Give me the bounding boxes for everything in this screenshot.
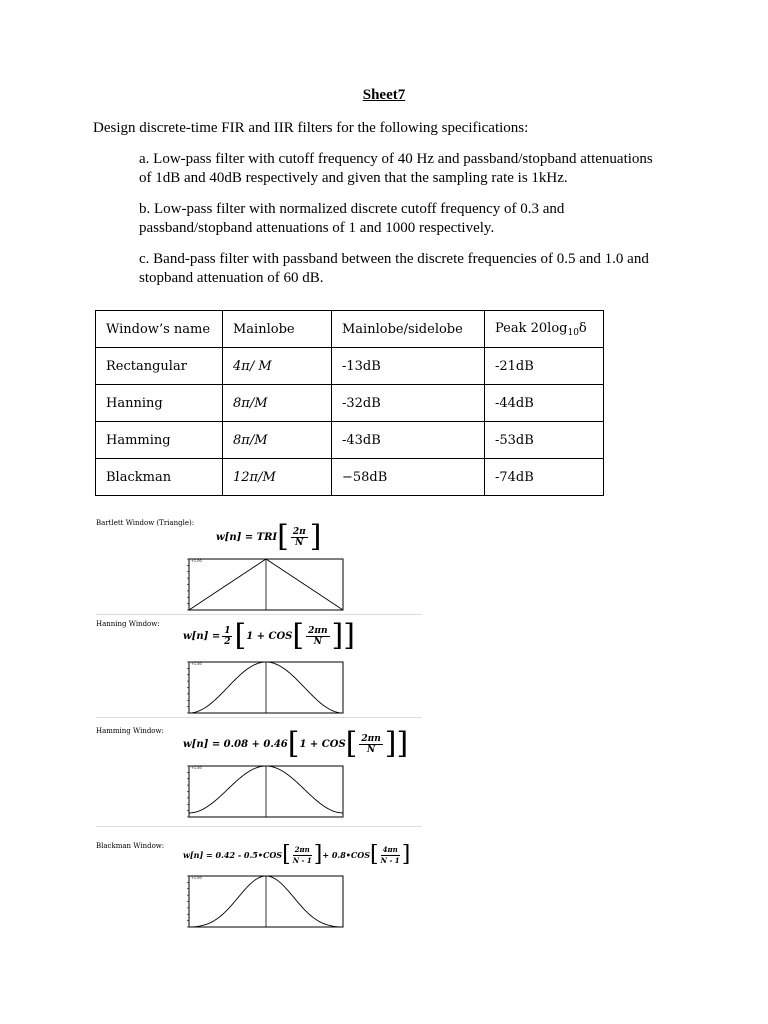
- window-table: [95, 310, 604, 496]
- blackman-label: Blackman Window:: [96, 842, 165, 850]
- cell-peak: -21dB: [485, 348, 604, 385]
- blackman-formula-den1: N - 1: [292, 855, 312, 865]
- hanning-formula-num: 2πn: [308, 625, 328, 636]
- section-divider: [96, 826, 422, 827]
- cell-ratio: −58dB: [332, 459, 485, 496]
- header-ratio: Mainlobe/sidelobe: [332, 311, 485, 348]
- cell-peak: -44dB: [485, 385, 604, 422]
- table-row: [96, 422, 604, 459]
- cell-window-name: Rectangular: [96, 348, 223, 385]
- cell-window-name: Hanning: [96, 385, 223, 422]
- cell-ratio: -32dB: [332, 385, 485, 422]
- header-peak-prefix: Peak 20log: [495, 320, 568, 336]
- spec-item-c-line2: stopband attenuation of 60 dB.: [139, 270, 324, 286]
- header-peak: [485, 311, 604, 348]
- spec-item-c-line1: c. Band-pass filter with passband between the discrete frequencies of 0.5 and 1.0 and: [139, 251, 649, 267]
- header-mainlobe: Mainlobe: [223, 311, 332, 348]
- cell-mainlobe: 4π/ M: [223, 348, 332, 385]
- plot-ytick-label: +1.00: [191, 559, 202, 563]
- blackman-formula-mid: + 0.8•COS: [322, 850, 370, 860]
- section-divider: [96, 717, 422, 718]
- spec-item-a-line1: a. Low-pass filter with cutoff frequency of 40 Hz and passband/stopband attenuations: [139, 151, 653, 167]
- spec-item-c: [139, 250, 679, 288]
- hanning-formula: w[n] = $\frac{1}{2}$ [ 1 + COS [ $\frac{2\pi n}{N}$ ]]: [183, 618, 355, 653]
- header-peak-subscript: 10: [567, 327, 579, 338]
- header-window-name: Window’s name: [96, 311, 223, 348]
- bartlett-formula-den: N: [295, 537, 304, 548]
- bartlett-formula-lhs: w[n] = TRI: [216, 531, 278, 543]
- spec-item-b-line1: b. Low-pass filter with normalized discrete cutoff frequency of 0.3 and: [139, 201, 565, 217]
- plot-ytick-label: +1.00: [191, 766, 202, 770]
- page-title: Sheet7: [362, 87, 406, 103]
- table-header-row: [96, 311, 604, 348]
- hamming-plot-svg: [183, 763, 345, 820]
- cell-peak: -74dB: [485, 459, 604, 496]
- hamming-formula: w[n] = 0.08 + 0.46 [ 1 + COS [ $\frac{2\pi n}{N}$ ]]: [183, 726, 409, 761]
- spec-item-a: [139, 150, 679, 188]
- bartlett-label: Bartlett Window (Triangle):: [96, 519, 195, 527]
- hanning-label: Hanning Window:: [96, 620, 160, 628]
- hamming-label: Hamming Window:: [96, 727, 164, 735]
- blackman-plot-svg: [183, 873, 345, 930]
- blackman-formula-num2: 4πn: [382, 844, 398, 854]
- hanning-formula-mid: 1 + COS: [246, 630, 293, 642]
- hamming-formula-mid: 1 + COS: [299, 738, 346, 750]
- table-row: [96, 348, 604, 385]
- cell-mainlobe: 8π/M: [223, 422, 332, 459]
- hamming-plot: [183, 763, 345, 820]
- hanning-formula-lhs: w[n] =: [183, 630, 221, 642]
- plot-ytick-label: +1.00: [191, 876, 202, 880]
- hanning-plot: [183, 659, 345, 716]
- plot-ytick-label: +1.00: [191, 662, 202, 666]
- blackman-formula: w[n] = 0.42 - 0.5•COS [ $\frac{2\pi n}{N - 1}$ ] + 0.8•COS [ $\frac{4\pi n}{N - 1}$ ]: [183, 842, 411, 867]
- blackman-formula-num1: 2πn: [294, 844, 310, 854]
- cell-mainlobe: 8π/M: [223, 385, 332, 422]
- bartlett-plot: [183, 556, 345, 613]
- spec-item-b-line2: passband/stopband attenuations of 1 and 1000 respectively.: [139, 220, 495, 236]
- table-row: [96, 459, 604, 496]
- intro-text: Design discrete-time FIR and IIR filters for the following specifications:: [93, 120, 529, 136]
- bartlett-formula: w[n] = TRI [ $\frac{2\pi}{N}$ ]: [216, 519, 322, 554]
- hanning-formula-half-num: 1: [224, 625, 231, 636]
- section-divider: [96, 614, 422, 615]
- cell-peak: -53dB: [485, 422, 604, 459]
- header-peak-delta: δ: [578, 320, 587, 336]
- hanning-formula-den: N: [313, 636, 322, 647]
- cell-window-name: Hamming: [96, 422, 223, 459]
- blackman-plot: [183, 873, 345, 930]
- hanning-formula-half-den: 2: [224, 636, 231, 647]
- cell-ratio: -43dB: [332, 422, 485, 459]
- bartlett-formula-num: 2π: [292, 526, 306, 537]
- blackman-formula-den2: N - 1: [380, 855, 400, 865]
- cell-mainlobe: 12π/M: [223, 459, 332, 496]
- hamming-formula-num: 2πn: [361, 733, 381, 744]
- table-row: [96, 385, 604, 422]
- cell-ratio: -13dB: [332, 348, 485, 385]
- spec-item-a-line2: of 1dB and 40dB respectively and given that the sampling rate is 1kHz.: [139, 170, 568, 186]
- spec-item-b: [139, 200, 679, 238]
- blackman-formula-lhs: w[n] = 0.42 - 0.5•COS: [183, 850, 283, 860]
- cell-window-name: Blackman: [96, 459, 223, 496]
- hamming-formula-den: N: [366, 744, 376, 755]
- hamming-formula-lhs: w[n] = 0.08 + 0.46: [183, 738, 288, 750]
- hann-plot-svg: [183, 659, 345, 716]
- triangle-plot-svg: [183, 556, 345, 613]
